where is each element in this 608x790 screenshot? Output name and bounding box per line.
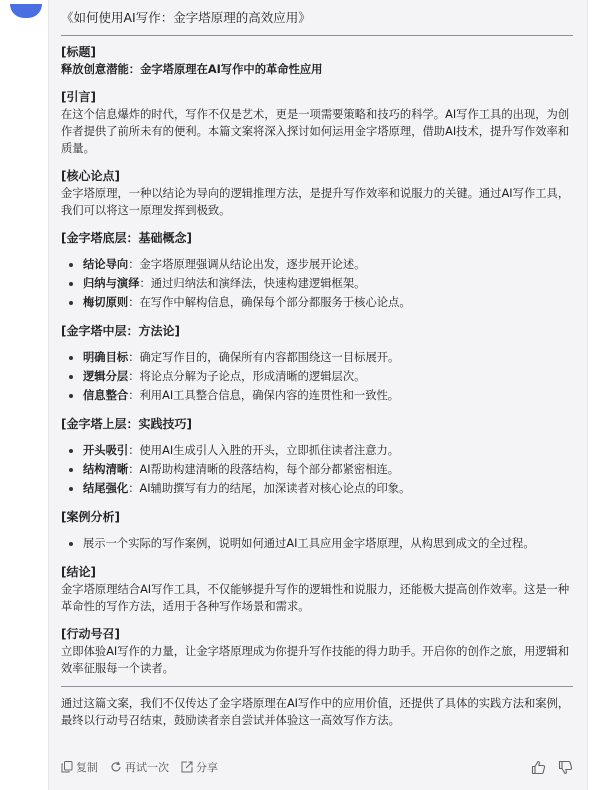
bullet-term: 逻辑分层 xyxy=(83,370,129,383)
section-title-text: 释放创意潜能：金字塔原理在AI写作中的革命性应用 xyxy=(61,63,323,76)
bullet-term: 结尾强化 xyxy=(83,482,129,495)
bullet-term: 明确目标 xyxy=(83,351,129,364)
bullet-item xyxy=(69,386,573,405)
copy-icon xyxy=(61,761,73,773)
list-sections xyxy=(61,230,573,553)
bottom-divider xyxy=(61,686,573,687)
section-paragraph: 立即体验AI写作的力量，让金字塔原理成为你提升写作技能的得力助手。开启你的创作之旅，用逻辑和效率征服每一个读者。 xyxy=(61,645,570,675)
bullet-item xyxy=(69,441,573,460)
section-heading: [核心论点] xyxy=(61,169,120,183)
copy-button[interactable] xyxy=(61,759,98,775)
thumbs-down-button[interactable] xyxy=(558,760,573,775)
bullet-item xyxy=(69,274,573,293)
bullet-description: ：确定写作目的，确保所有内容都围绕这一目标展开。 xyxy=(128,351,400,364)
share-icon xyxy=(181,761,193,773)
bullet-term: 结构清晰 xyxy=(83,463,129,476)
bullet-term: 信息整合 xyxy=(83,389,129,402)
section-heading: [金字塔上层：实践技巧] xyxy=(61,417,192,431)
bullet-item xyxy=(69,348,573,367)
article-title: 《如何使用AI写作：金字塔原理的高效应用》 xyxy=(61,10,311,25)
bullet-item xyxy=(69,293,573,312)
top-divider xyxy=(61,35,573,36)
bullet-description: ：金字塔原理强调从结论出发，逐步展开论述。 xyxy=(128,258,366,271)
section-heading: [标题] xyxy=(61,45,96,59)
bullet-item xyxy=(69,479,573,498)
bullet-list xyxy=(61,348,573,405)
bullet-description: ：AI辅助撰写有力的结尾，加深读者对核心论点的印象。 xyxy=(128,482,411,495)
thumbs-up-button[interactable] xyxy=(531,760,546,775)
bullet-item xyxy=(69,460,573,479)
section-heading: [引言] xyxy=(61,90,96,104)
bullet-description: ：将论点分解为子论点，形成清晰的逻辑层次。 xyxy=(128,370,366,383)
retry-button[interactable] xyxy=(110,759,169,775)
retry-label: 再试一次 xyxy=(125,761,169,774)
share-button[interactable] xyxy=(181,759,218,775)
bullet-term: 梅切原则 xyxy=(83,296,129,309)
bullet-description: ：AI帮助构建清晰的段落结构，每个部分都紧密相连。 xyxy=(128,463,400,476)
section-heading: [金字塔底层：基础概念] xyxy=(61,231,192,245)
assistant-message-card xyxy=(48,0,588,790)
refresh-icon xyxy=(110,761,122,773)
section-paragraph: 金字塔原理，一种以结论为导向的逻辑推理方法，是提升写作效率和说服力的关键。通过AI写作工具，我们可以将这一原理发挥到极致。 xyxy=(61,187,570,217)
bullet-list xyxy=(61,441,573,498)
message-actions xyxy=(61,757,573,777)
bullet-term: 归纳与演绎 xyxy=(83,277,140,290)
section-heading: [结论] xyxy=(61,565,96,579)
bullet-description: ：使用AI生成引人入胜的开头，立即抓住读者注意力。 xyxy=(128,444,400,457)
bullet-description: 展示一个实际的写作案例，说明如何通过AI工具应用金字塔原理，从构思到成文的全过程。 xyxy=(83,537,535,550)
section-heading: [案例分析] xyxy=(61,510,120,524)
section-heading: [行动号召] xyxy=(61,627,120,641)
thumbs-up-icon xyxy=(531,760,546,775)
share-label: 分享 xyxy=(196,761,218,774)
bullet-list xyxy=(61,534,573,553)
assistant-avatar xyxy=(10,4,42,18)
bullet-term: 结论导向 xyxy=(83,258,129,271)
intro-sections xyxy=(61,44,573,219)
section-paragraph: 金字塔原理结合AI写作工具，不仅能够提升写作的逻辑性和说服力，还能极大提高创作效率。这是一种革命性的写作方法，适用于各种写作场景和需求。 xyxy=(61,583,570,613)
bullet-list xyxy=(61,255,573,312)
bullet-term: 开头吸引 xyxy=(83,444,129,457)
section-paragraph: 在这个信息爆炸的时代，写作不仅是艺术，更是一项需要策略和技巧的科学。AI写作工具的出现，为创作者提供了前所未有的便利。本篇文案将深入探讨如何运用金字塔原理，借助AI技术，提升写作效率和质量。 xyxy=(61,108,570,155)
bullet-description: ：通过归纳法和演绎法，快速构建逻辑框架。 xyxy=(139,277,366,290)
thumbs-down-icon xyxy=(558,760,573,775)
bullet-item xyxy=(69,534,573,553)
bullet-item xyxy=(69,255,573,274)
closing-sections xyxy=(61,564,573,677)
bullet-description: ：在写作中解构信息，确保每个部分都服务于核心论点。 xyxy=(128,296,411,309)
bullet-item xyxy=(69,367,573,386)
copy-label: 复制 xyxy=(76,761,98,774)
section-heading: [金字塔中层：方法论] xyxy=(61,324,180,338)
summary-text: 通过这篇文案，我们不仅传达了金字塔原理在AI写作中的应用价值，还提供了具体的实践方法和案例，最终以行动号召结束，鼓励读者亲自尝试并体验这一高效写作方法。 xyxy=(61,697,570,727)
bullet-description: ：利用AI工具整合信息，确保内容的连贯性和一致性。 xyxy=(128,389,400,402)
